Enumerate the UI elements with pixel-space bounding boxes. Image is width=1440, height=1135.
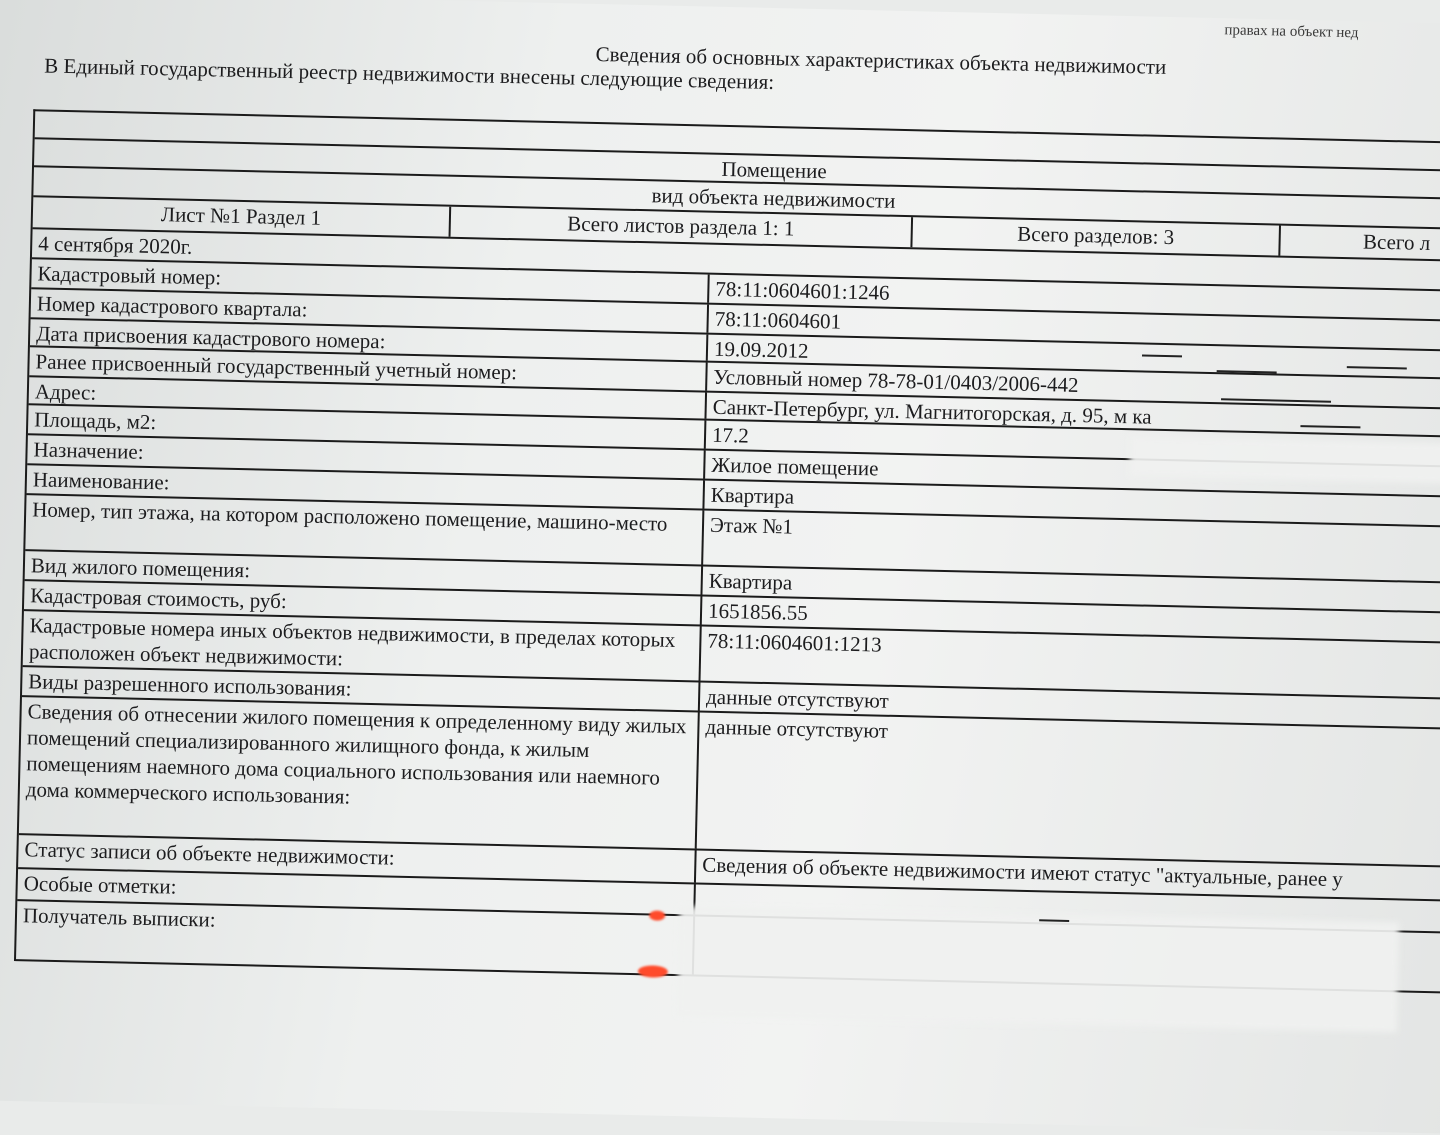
field-value: данные отсутствуют	[705, 684, 889, 713]
field-value: 1651856.55	[707, 598, 809, 625]
redaction	[1129, 436, 1440, 483]
field-value: Квартира	[710, 482, 795, 509]
field-label: Статус записи об объекте недвижимости:	[18, 835, 697, 882]
field-value: 19.09.2012	[713, 336, 809, 363]
sections-total: Всего разделов: 3	[912, 217, 1281, 255]
field-value: Санкт-Петербург, ул. Магнитогорская, д. 95, м ка	[712, 394, 1152, 429]
field-value: 17.2	[711, 422, 750, 448]
extract-date: 4 сентября 2020г.	[37, 231, 193, 259]
object-type-caption: вид объекта недвижимости	[651, 183, 896, 213]
characteristics-table	[14, 109, 1440, 994]
field-value: Условный номер 78-78-01/0403/2006-442	[713, 364, 1079, 398]
field-value: данные отсутствуют	[705, 714, 889, 743]
field-value: Жилое помещение	[711, 452, 879, 481]
field-label: Получатель выписки:	[16, 901, 695, 974]
field-label: Кадастровые номера иных объектов недвижимости, в пределах которых расположен объект недвижимости:	[23, 611, 702, 680]
field-label: Адрес:	[29, 377, 707, 418]
field-label: Номер кадастрового квартала:	[31, 289, 709, 332]
field-label: Наименование:	[27, 465, 705, 508]
sheet-number: Лист №1 Раздел 1	[33, 197, 452, 236]
field-label: Площадь, м2:	[28, 405, 706, 448]
sheet-total: Всего листов раздела 1: 1	[451, 207, 914, 247]
field-value: Квартира	[708, 568, 793, 595]
field-label: Кадастровая стоимость, руб:	[24, 581, 702, 624]
total-cut: Всего л	[1362, 229, 1431, 255]
field-label: Номер, тип этажа, на котором расположено помещение, машино-место	[25, 495, 704, 564]
red-mark	[638, 965, 668, 978]
field-label: Назначение:	[27, 435, 705, 478]
field-label: Особые отметки:	[17, 869, 696, 914]
document-title: Сведения об основных характеристиках объекта недвижимости	[595, 41, 1167, 79]
intro-text: В Единый государственный реестр недвижимости внесены следующие сведения:	[44, 53, 775, 95]
field-value: Сведения об объекте недвижимости имеют статус "актуальные, ранее у	[702, 852, 1344, 892]
field-label: Сведения об отнесении жилого помещения к определенному виду жилых помещений специализированного жилищного фонда, к жилым помещениям наемного дома социального использования или наемного дома коммерческого использования:	[19, 697, 700, 848]
red-mark	[649, 910, 665, 920]
field-value: 78:11:0604601:1213	[707, 628, 882, 657]
corner-text: правах на объект нед	[1224, 22, 1359, 42]
field-label: Дата присвоения кадастрового номера:	[30, 319, 708, 360]
field-label: Вид жилого помещения:	[25, 551, 703, 594]
field-label: Кадастровый номер:	[31, 259, 709, 302]
field-value: Этаж №1	[709, 512, 794, 539]
field-label: Ранее присвоенный государственный учетный номер:	[29, 347, 707, 390]
field-label: Виды разрешенного использования:	[22, 667, 700, 710]
object-type-value: Помещение	[721, 156, 827, 184]
field-value: 78:11:0604601	[714, 306, 842, 334]
field-value: 78:11:0604601:1246	[715, 276, 890, 305]
redaction	[677, 906, 1399, 1032]
